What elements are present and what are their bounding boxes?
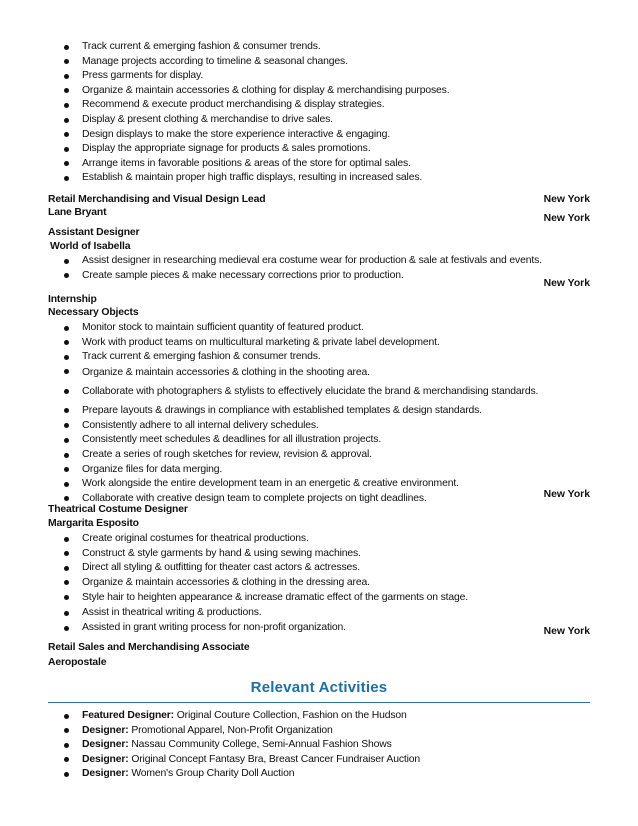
bullet-icon — [64, 626, 69, 631]
list-item: Designer: Nassau Community College, Semi-Annual Fashion Shows — [0, 738, 638, 753]
list-item: Designer: Women's Group Charity Doll Auction — [0, 767, 638, 782]
job-title-assistant-designer: Assistant Designer — [48, 227, 140, 238]
bullet-icon — [64, 423, 69, 428]
bullet-icon — [64, 176, 69, 181]
section-divider — [48, 702, 590, 703]
list-item: Designer: Promotional Apparel, Non-Profit Organization — [0, 724, 638, 739]
list-item: Organize & maintain accessories & clothing for display & merchandising purposes. — [0, 84, 638, 99]
bullet-list-activities — [0, 709, 638, 782]
job-location: New York — [543, 194, 590, 205]
list-item: Organize & maintain accessories & clothing in the dressing area. — [0, 576, 638, 591]
bullet-icon — [64, 132, 69, 137]
bullet-icon — [64, 438, 69, 443]
bullet-list-merchandising — [0, 40, 638, 186]
company-lane-bryant: Lane Bryant — [48, 207, 107, 218]
company-necessary-objects: Necessary Objects — [48, 307, 139, 318]
list-item: Create sample pieces & make necessary corrections prior to production. — [0, 269, 638, 284]
bullet-icon — [64, 369, 69, 374]
bullet-icon — [64, 743, 69, 748]
bullet-icon — [64, 103, 69, 108]
bullet-list-costume-designer — [0, 532, 638, 636]
list-item: Work alongside the entire development team in an energetic & creative environment. — [0, 477, 638, 492]
list-item: Design displays to make the store experience interactive & engaging. — [0, 128, 638, 143]
company-world-of-isabella: World of Isabella — [50, 241, 131, 252]
list-item: Arrange items in favorable positions & areas of the store for optimal sales. — [0, 157, 638, 172]
bullet-list-internship — [0, 321, 638, 506]
list-item: Establish & maintain proper high traffic displays, resulting in increased sales. — [0, 171, 638, 186]
bullet-icon — [64, 580, 69, 585]
list-item: Prepare layouts & drawings in compliance with established templates & design standards. — [0, 402, 638, 419]
bullet-icon — [64, 757, 69, 762]
company-margarita-esposito: Margarita Esposito — [48, 518, 139, 529]
bullet-icon — [64, 566, 69, 571]
list-item: Assisted in grant writing process for non-profit organization. — [0, 621, 638, 636]
job-location: New York — [543, 278, 590, 289]
job-title-theatrical-costume-designer: Theatrical Costume Designer — [48, 504, 188, 515]
list-item: Assist in theatrical writing & productions. — [0, 606, 638, 621]
section-heading-relevant-activities: Relevant Activities — [250, 679, 388, 696]
list-item: Direct all styling & outfitting for theater cast actors & actresses. — [0, 561, 638, 576]
list-item: Press garments for display. — [0, 69, 638, 84]
bullet-icon — [64, 714, 69, 719]
bullet-icon — [64, 326, 69, 331]
bullet-icon — [64, 273, 69, 278]
job-title-retail-sales: Retail Sales and Merchandising Associate — [48, 642, 250, 653]
job-title-retail-merchandising: Retail Merchandising and Visual Design Lead — [48, 194, 266, 205]
list-item: Consistently adhere to all internal delivery schedules. — [0, 419, 638, 434]
bullet-icon — [64, 728, 69, 733]
job-title-internship: Internship — [48, 294, 97, 305]
bullet-icon — [64, 74, 69, 79]
list-item: Display the appropriate signage for products & sales promotions. — [0, 142, 638, 157]
list-item: Work with product teams on multicultural marketing & private label development. — [0, 336, 638, 351]
bullet-icon — [64, 595, 69, 600]
bullet-icon — [64, 551, 69, 556]
bullet-icon — [64, 408, 69, 413]
list-item: Organize & maintain accessories & clothing in the shooting area. — [0, 365, 638, 381]
list-item: Manage projects according to timeline & seasonal changes. — [0, 55, 638, 70]
bullet-list-assistant-designer — [0, 254, 638, 283]
bullet-icon — [64, 45, 69, 50]
job-location: New York — [543, 489, 590, 500]
list-item: Track current & emerging fashion & consumer trends. — [0, 40, 638, 55]
bullet-icon — [64, 88, 69, 93]
bullet-icon — [64, 118, 69, 123]
bullet-icon — [64, 147, 69, 152]
list-item: Featured Designer: Original Couture Collection, Fashion on the Hudson — [0, 709, 638, 724]
list-item: Track current & emerging fashion & consumer trends. — [0, 350, 638, 365]
bullet-icon — [64, 161, 69, 166]
bullet-icon — [64, 355, 69, 360]
job-location: New York — [543, 213, 590, 224]
bullet-icon — [64, 59, 69, 64]
list-item: Monitor stock to maintain sufficient quantity of featured product. — [0, 321, 638, 336]
bullet-icon — [64, 453, 69, 458]
list-item: Style hair to heighten appearance & increase dramatic effect of the garments on stage. — [0, 590, 638, 606]
list-item: Recommend & execute product merchandising & display strategies. — [0, 98, 638, 113]
bullet-icon — [64, 496, 69, 501]
bullet-icon — [64, 772, 69, 777]
bullet-icon — [64, 467, 69, 472]
list-item: Collaborate with creative design team to complete projects on tight deadlines. — [0, 492, 638, 507]
bullet-icon — [64, 340, 69, 345]
bullet-icon — [64, 611, 69, 616]
bullet-icon — [64, 482, 69, 487]
list-item: Display & present clothing & merchandise to drive sales. — [0, 113, 638, 128]
bullet-icon — [64, 537, 69, 542]
list-item: Construct & style garments by hand & using sewing machines. — [0, 547, 638, 562]
list-item: Collaborate with photographers & stylists to effectively elucidate the brand & merchandising standards. — [0, 381, 638, 402]
list-item: Create original costumes for theatrical productions. — [0, 532, 638, 547]
bullet-icon — [64, 259, 69, 264]
company-aeropostale: Aeropostale — [48, 657, 107, 668]
list-item: Assist designer in researching medieval era costume wear for production & sale at festivals and events. — [0, 254, 638, 269]
list-item: Designer: Original Concept Fantasy Bra, Breast Cancer Fundraiser Auction — [0, 753, 638, 768]
bullet-icon — [64, 389, 69, 394]
list-item: Organize files for data merging. — [0, 463, 638, 478]
job-location: New York — [543, 626, 590, 637]
list-item: Consistently meet schedules & deadlines for all illustration projects. — [0, 433, 638, 448]
list-item: Create a series of rough sketches for review, revision & approval. — [0, 448, 638, 463]
